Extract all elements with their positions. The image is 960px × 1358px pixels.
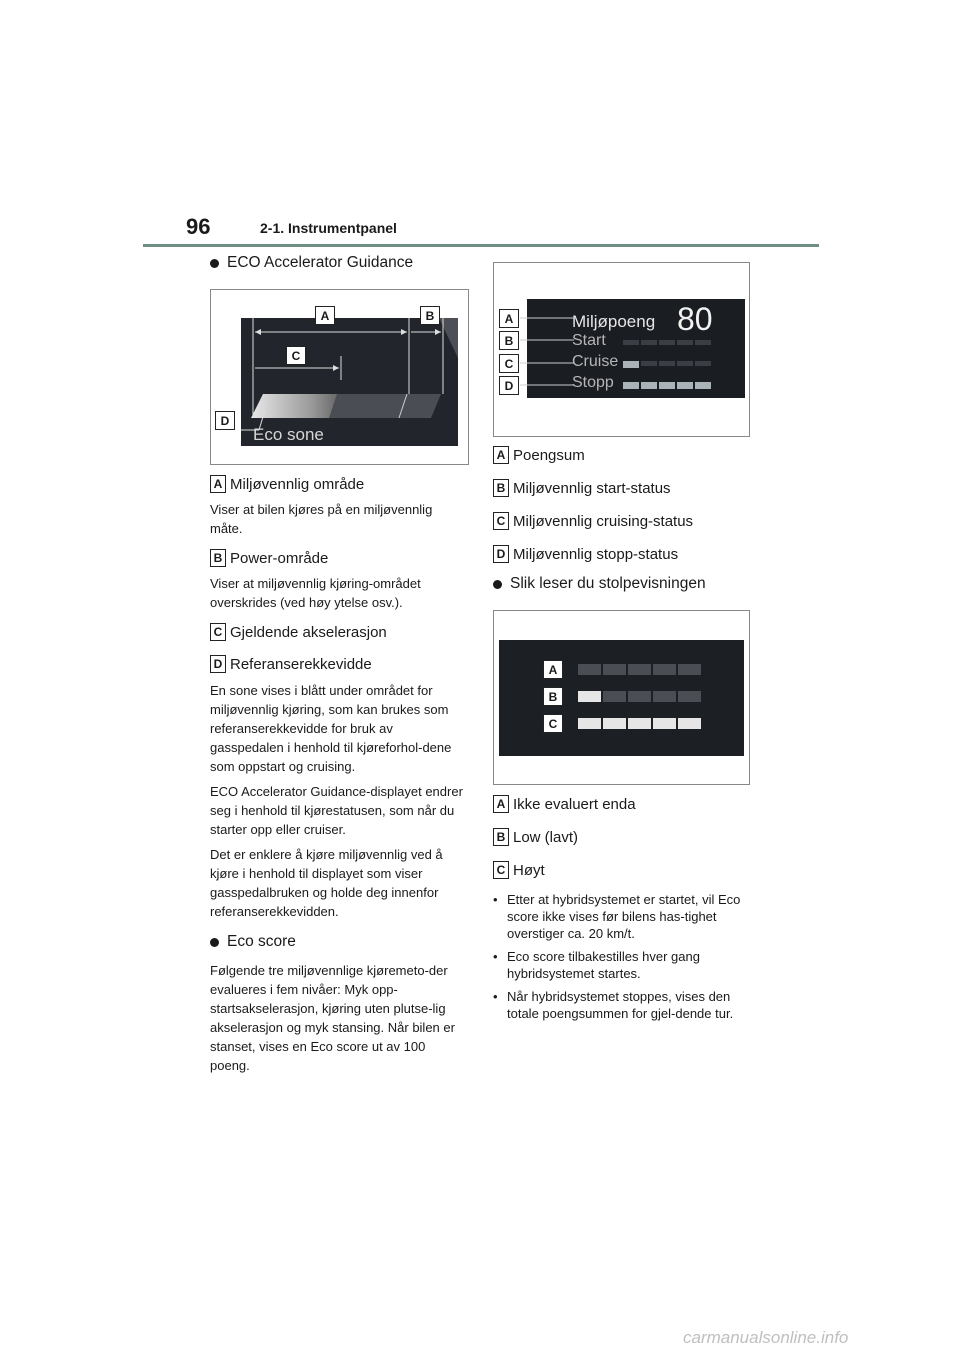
list-item: D Referanserekkevidde (210, 655, 468, 673)
right-item-list-2 (493, 795, 751, 1028)
list-item: B Power-område (210, 549, 468, 567)
bar-segment (628, 718, 651, 729)
note-item: • Etter at hybridsystemet er startet, vil Eco score ikke vises før bilens has-tighet overstiger ca. 20 km/t. (493, 891, 743, 942)
score-row-label: Stopp (572, 374, 614, 391)
bar-segment (653, 691, 676, 702)
callout-tag: B (543, 687, 563, 706)
callout-tag-d: D (499, 376, 519, 395)
left-item-list (210, 475, 468, 1075)
list-item: C Gjeldende akselerasjon (210, 623, 468, 641)
bar-segment (578, 664, 601, 675)
notes-list (493, 891, 743, 1022)
paragraph: Det er enklere å kjøre miljøvennlig ved å kjøre i henhold til displayet som viser gasspedalbruken og holde deg innenfor referanserekkevidden. (210, 847, 443, 919)
section-title: 2-1. Instrumentpanel (260, 220, 397, 236)
display-screen (499, 640, 744, 756)
bar-segment (628, 691, 651, 702)
note-item: • Når hybridsystemet stoppes, vises den totale poengsummen for gjel-dende tur. (493, 988, 743, 1022)
note-item: • Eco score tilbakestilles hver gang hybridsystemet startes. (493, 948, 743, 982)
list-item: A Poengsum (493, 446, 751, 464)
item-description: En sone vises i blått under området for miljøvennlig kjøring, som kan brukes som referanserekkevidde for bruk av gasspedalen i henhold til kjøreforhol-dene som oppstart og cruising. (210, 683, 452, 774)
callout-tag-a: A (315, 306, 335, 325)
bar-segment (603, 664, 626, 675)
list-item: B Low (lavt) (493, 828, 751, 846)
item-description: Viser at bilen kjøres på en miljøvennlig måte. (210, 502, 433, 536)
footer-watermark: carmanualsonline.info (683, 1328, 849, 1347)
callout-lines (494, 263, 749, 436)
callout-tag-b: B (420, 306, 440, 325)
list-item: A Ikke evaluert enda (493, 795, 751, 813)
callout-tag-b: B (499, 331, 519, 350)
callout-tag: A (543, 660, 563, 679)
score-title: Miljøpoeng (572, 312, 656, 331)
paragraph: ECO Accelerator Guidance-displayet endrer seg i henhold til kjørestatusen, som når du starter opp eller cruiser. (210, 784, 463, 837)
list-item: A Miljøvennlig område (210, 475, 468, 493)
bullet-icon (493, 580, 502, 589)
list-item: C Miljøvennlig cruising-status (493, 512, 751, 530)
bar-segment (603, 691, 626, 702)
bar-segment (678, 691, 701, 702)
list-item: C Høyt (493, 861, 751, 879)
score-row-label: Cruise (572, 353, 619, 370)
bar-segment (653, 664, 676, 675)
callout-tag-d: D (215, 411, 235, 430)
callout-tag-c: C (286, 346, 306, 365)
heading-text: ECO Accelerator Guidance (227, 254, 414, 271)
figure-eco-accelerator-guidance (210, 289, 469, 465)
bullet-icon (210, 259, 219, 268)
score-row-label: Start (572, 332, 606, 349)
bullet-icon (210, 938, 219, 947)
bar-segment (678, 664, 701, 675)
heading-eco-score: Eco score (210, 933, 468, 951)
paragraph: Følgende tre miljøvennlige kjøremeto-der evalueres i fem nivåer: Myk opp-startsakselerasjon, kjøring uten plutse-lig akselerasjon og myk stansing. Når bilen er stanset, vises en Eco score ut av 100 poeng. (210, 963, 455, 1073)
item-description: Viser at miljøvennlig kjøring-området overskrides (ved høy ytelse osv.). (210, 576, 421, 610)
score-value: 80 (677, 301, 713, 337)
bar-segment (603, 718, 626, 729)
bar-segment (678, 718, 701, 729)
eco-sone-label: Eco sone (253, 425, 324, 444)
figure-eco-score-display (493, 262, 750, 437)
bar-segment (653, 718, 676, 729)
bar-segment (628, 664, 651, 675)
page-number: 96 (186, 214, 211, 239)
list-item: B Miljøvennlig start-status (493, 479, 751, 497)
left-heading-eco-accelerator (210, 254, 468, 272)
heading-bar-reading: Slik leser du stolpevisningen (493, 575, 751, 593)
figure-bar-levels (493, 610, 750, 785)
list-item: D Miljøvennlig stopp-status (493, 545, 751, 563)
callout-tag: C (543, 714, 563, 733)
bar-segment (578, 691, 601, 702)
header-rule (143, 244, 819, 247)
right-item-list (493, 446, 751, 593)
callout-tag-c: C (499, 354, 519, 373)
bar-segment (578, 718, 601, 729)
display-screen (241, 318, 458, 446)
callout-tag-a: A (499, 309, 519, 328)
